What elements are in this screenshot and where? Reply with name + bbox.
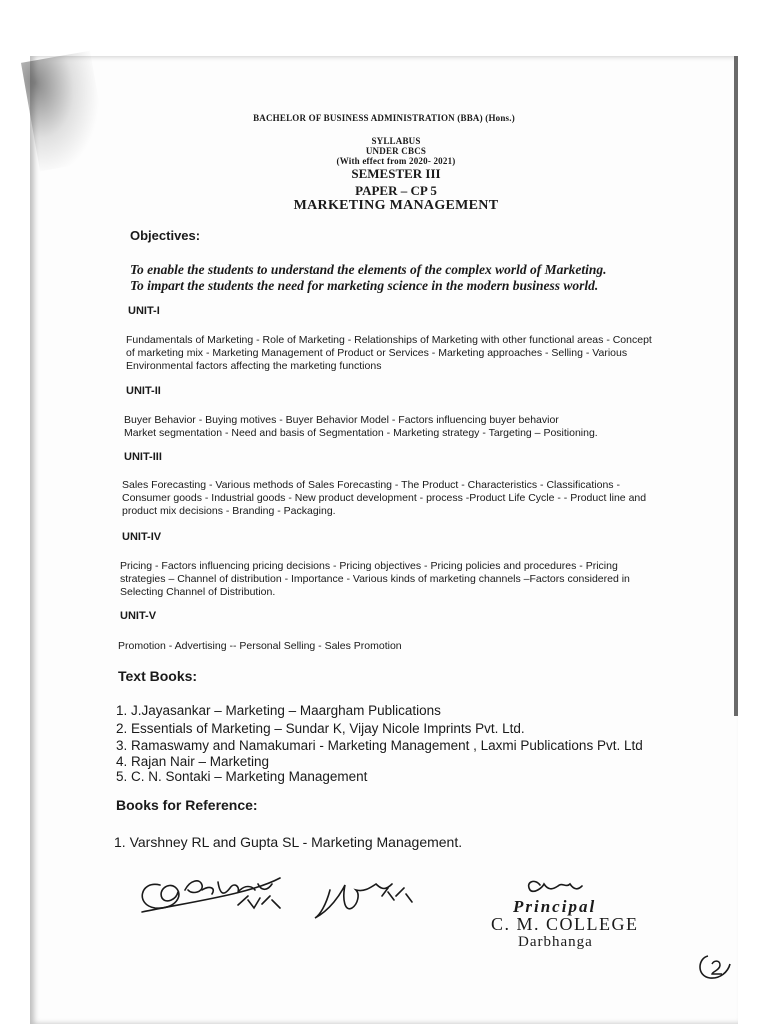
unit-title: UNIT-II [126,385,161,397]
date-2 [382,888,412,902]
subject-title: MARKETING MANAGEMENT [293,198,499,213]
unit-line: Buyer Behavior - Buying motives - Buyer Behavior Model - Factors influencing buyer behavior [124,414,559,426]
unit-title: UNIT-I [128,305,160,317]
textbook-item: 5. C. N. Sontaki – Marketing Management [116,769,368,784]
unit-line: product mix decisions - Branding - Packaging. [122,505,336,517]
principal-title: Principal [513,897,597,916]
college-city: Darbhanga [518,934,593,950]
unit-line: Selecting Channel of Distribution. [120,586,276,598]
page-number-mark [690,944,736,984]
unit-line: of marketing mix - Marketing Management of Product or Services - Marketing approaches - Selling - Various [126,347,628,359]
unit-body [120,560,700,599]
textbook-item: 3. Ramaswamy and Namakumari - Marketing Management , Laxmi Publications Pvt. Ltd [116,738,643,753]
paper-title: PAPER – CP 5 [355,183,437,198]
syllabus-label: SYLLABUS [371,136,421,146]
date-1 [238,896,280,908]
unit-line: Market segmentation - Need and basis of Segmentation - Marketing strategy - Targeting – Positioning. [124,427,598,439]
unit-line: Environmental factors affecting the marketing functions [126,360,382,372]
degree-title: BACHELOR OF BUSINESS ADMINISTRATION (BBA) (Hons.) [253,113,515,123]
under-cbcs-label: UNDER CBCS [365,146,427,156]
unit-line: Pricing - Factors influencing pricing decisions - Pricing objectives - Pricing policies and procedures - Pricing [120,560,618,572]
signature-principal [529,881,582,891]
unit-body [126,334,696,373]
objective-line: To impart the students the need for marketing science in the modern business world. [130,278,599,293]
objective-line: To enable the students to understand the elements of the complex world of Marketing. [130,262,607,277]
textbook-item: 4. Rajan Nair – Marketing [116,754,270,769]
unit-line: Promotion - Advertising -- Personal Selling - Sales Promotion [118,640,402,652]
unit-title: UNIT-V [120,610,157,622]
unit-line: Fundamentals of Marketing - Role of Marketing - Relationships of Marketing with other functional areas - Concept [126,334,652,346]
unit-body [124,414,694,440]
signature-poddar [142,884,179,908]
unit-title: UNIT-III [124,451,162,463]
unit-body [118,640,698,653]
reference-item: 1. Varshney RL and Gupta SL - Marketing Management. [114,834,463,850]
unit-body [122,479,702,518]
semester-title: SEMESTER III [351,166,441,181]
unit-line: Sales Forecasting - Various methods of Sales Forecasting - The Product - Characteristics - Classifications - [122,479,620,491]
signature-gupta [315,884,392,918]
textbook-item: 2. Essentials of Marketing – Sundar K, Vijay Nicole Imprints Pvt. Ltd. [116,721,525,736]
reference-heading: Books for Reference: [116,797,258,813]
unit-line: Consumer goods - Industrial goods - New product development - process -Product Life Cycle - - Product line and [122,492,647,504]
unit-line: strategies – Channel of distribution - Importance - Various kinds of marketing channels –Factors considered in [120,573,630,585]
unit-title: UNIT-IV [122,531,162,543]
effect-label: (With effect from 2020- 2021) [336,156,456,166]
textbooks-heading: Text Books: [118,668,198,684]
college-name: C. M. COLLEGE [491,914,639,934]
textbook-item: 1. J.Jayasankar – Marketing – Maargham Publications [116,703,441,718]
objectives-heading: Objectives: [130,228,201,243]
